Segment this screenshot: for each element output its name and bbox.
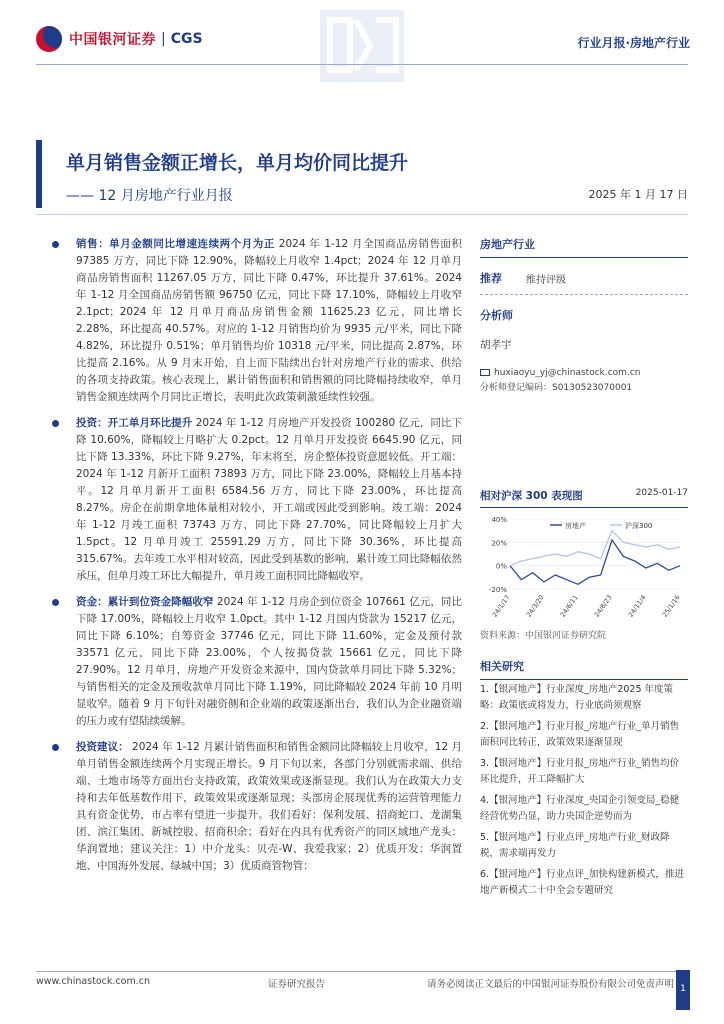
relative-performance-chart xyxy=(480,511,688,626)
section-body: 2024 年 1-12 月累计销售面积和销售金额同比降幅较上月收窄，12 月单月销售金额连续两个月实现正增长。9 月下旬以来，各部门分别就需求端、供给端、土地市场等方面出台支持政策，政策效果或逐渐显现。我们认为在政策大力支持和去年低基数作用下，政策效果或逐渐显现；头部房企展现优秀的运营管理能力具有资金优势，市占率有望进一步提升。我们看好：保利发展、招商蛇口、龙湖集团、滨江集团、新城控股、招商积余；看好在内具有优秀资产的同区域地产龙头：华润置地；建议关注：1）中介龙头：贝壳-W、我爱我家；2）优质开发：华润置地、中国海外发展、绿城中国；3）优质商管物管： xyxy=(76,741,463,872)
footer-divider xyxy=(36,971,688,972)
legend-label: 房地产 xyxy=(565,522,586,530)
analyst-title: 分析师 xyxy=(480,309,513,322)
related-research-title: 相关研究 xyxy=(480,658,688,680)
report-type: 行业月报·房地产行业 xyxy=(577,36,690,50)
x-tick-label: 24/1/17 xyxy=(490,593,512,619)
bullet-icon xyxy=(52,744,59,751)
industry-label: 房地产行业 xyxy=(480,236,688,258)
watermark-icon xyxy=(316,6,408,86)
company-name-cn: 中国银河证券 xyxy=(69,32,156,48)
report-date: 2025 年 1 月 17 日 xyxy=(588,188,688,201)
x-tick-label: 25/1/16 xyxy=(660,593,682,619)
chart-header xyxy=(480,488,688,508)
company-name-en: CGS xyxy=(170,31,203,47)
chart-title: 相对沪深 300 表现图 xyxy=(480,490,583,502)
header-divider xyxy=(36,64,688,65)
chart-source: 资料来源：中国银河证券研究院 xyxy=(480,631,607,641)
y-tick-label: 40% xyxy=(491,516,507,524)
footer-url[interactable]: www.chinastock.com.cn xyxy=(36,976,150,987)
section-funding xyxy=(52,594,462,730)
section-head: 销售：单月金额同比增速连续两个月为正 xyxy=(76,238,275,250)
x-tick-label: 24/8/23 xyxy=(592,593,614,619)
research-item[interactable]: 2.【银河地产】行业月报_房地产行业_单月销售面积同比转正，政策效果逐渐显现 xyxy=(480,721,680,748)
company-logo xyxy=(36,26,203,52)
footer-type: 证券研究报告 xyxy=(268,979,326,990)
section-body: 2024 年 1-12 月房企到位资金 107661 亿元，同比下降 17.00%，降幅较上月收窄 1.0pct。其中 1-12 月国内贷款为 15217 亿元，同比下降 6.10%；自筹资金 37746 亿元，同比下降 11.60%，定金及预付款 33571 亿元，同比下降 23.00%，个人按揭贷款 15661 亿元，同比下降 27.90%。12 月单月，房地产开发资金来源中，国内贷款单月同比下降 5.32%；与销售相关的定金及预收款单月同比下降 1.19%，同比降幅较 2024 年前 10 月明显收窄。随着 9 月下旬针对融资侧和企业端的政策逐渐出台，我们认为企业融资端的压力或有望陆续缓解。 xyxy=(76,596,463,727)
chart-date: 2025-01-17 xyxy=(635,488,688,498)
logo-separator: | xyxy=(161,31,166,47)
research-item[interactable]: 5.【银河地产】行业点评_房地产行业_财政降税，需求端再发力 xyxy=(480,832,670,859)
y-tick-label: -20% xyxy=(488,586,507,594)
logo-mark-icon xyxy=(36,26,62,52)
title-divider xyxy=(36,214,688,215)
rating-value: 维持评级 xyxy=(526,274,566,286)
section-advice xyxy=(52,739,462,875)
x-tick-label: 24/3/20 xyxy=(524,593,546,619)
bullet-icon xyxy=(52,599,59,606)
report-subtitle: —— 12 月房地产行业月报 xyxy=(66,188,233,204)
sidebar xyxy=(480,236,688,896)
research-item[interactable]: 6.【银河地产】行业点评_加快构建新模式，推进地产新模式二十中全会专题研究 xyxy=(480,869,684,896)
research-item[interactable]: 3.【银河地产】行业月报_房地产行业_销售均价环比提升，开工降幅扩大 xyxy=(480,758,680,785)
section-head: 资金：累计到位资金降幅收窄 xyxy=(76,596,214,608)
main-content xyxy=(52,236,462,884)
bullet-icon xyxy=(52,241,59,248)
series-line-0 xyxy=(510,540,680,584)
analyst-email[interactable]: huxiaoyu_yj@chinastock.com.cn xyxy=(494,368,641,378)
report-title: 单月销售金额正增长，单月均价同比提升 xyxy=(66,152,409,174)
section-head: 投资建议： xyxy=(76,741,129,753)
analyst-contact xyxy=(480,366,640,396)
related-research-list xyxy=(480,682,688,904)
series-line-1 xyxy=(510,531,680,566)
section-head: 投资：开工单月环比提升 xyxy=(76,417,193,429)
section-body: 2024 年 1-12 月房地产开发投资 100280 亿元，同比下降 10.60%，降幅较上月略扩大 0.2pct。12 月单月开发投资 6645.90 亿元，同比下降 13.33%，环比下降 9.27%，年末将至，房企整体投资意愿较低。开工端：2024 年 1-12 月新开工面积 73893 万方，同比下降 23.00%，降幅较上月基本持平。12 月单月新开工面积 6584.56 万方，同比下降 23.00%，环比提高 8.27%。房企在前期拿地体量相对较小，开工端或因此受到影响。竣工端：2024 年 1-12 月竣工面积 73743 万方，同比下降 27.70%，同比降幅较上月扩大 1.5pct。12 月单月竣工 25591.29 万方，同比下降 30.36%，环比提高 315.67%。去年竣工水平相对较高，因此受到基数的影响，累计竣工同比降幅依然承压，但单月竣工环比大幅提升，单月竣工面积同比降幅收窄。 xyxy=(76,417,462,582)
page-header xyxy=(0,0,724,90)
section-investment xyxy=(52,415,462,585)
y-tick-label: 20% xyxy=(491,539,507,548)
analyst-cert: 分析师登记编码：S0130523070001 xyxy=(480,383,633,393)
page-number: 1 xyxy=(676,970,690,1010)
legend-label: 沪深300 xyxy=(625,522,653,530)
section-body: 2024 年 1-12 月全国商品房销售面积 97385 万方，同比下降 12.90%，降幅较上月收窄 1.4pct；2024 年 12 月单月商品房销售面积 11267.05 万方，同比下降 0.47%，环比提升 37.61%。2024 年 1-12 月全国商品房销售额 96750 亿元，同比下降 17.10%，降幅较上月收窄 2.1pct；2024 年 12 月单月商品房销售金额 11625.23 亿元，同比增长 2.28%，环比提高 40.57%。对应的 1-12 月销售均价为 9935 元/平米，同比下降 4.82%，环比提升 0.51%；单月销售均价 10318 元/平米，同比提高 2.87%，环比提高 2.16%。从 9 月末开始，自上而下陆续出台针对房地产行业的需求、供给的各项支持政策。核心表现上，累计销售面积和销售额的同比降幅持续收窄，单月销售金额连续两个月同比正增长，表明此次政策刺激延续性较强。 xyxy=(76,238,462,403)
x-tick-label: 24/6/11 xyxy=(558,593,580,619)
mail-icon xyxy=(480,369,490,376)
y-tick-label: 0% xyxy=(495,562,507,571)
x-tick-label: 24/11/4 xyxy=(626,593,648,619)
research-item[interactable]: 4.【银河地产】行业深度_央国企引领变局_稳健经营优势凸显，助力央国企逆势而为 xyxy=(480,795,680,822)
section-sales xyxy=(52,236,462,406)
research-item[interactable]: 1.【银河地产】行业深度_房地产2025 年度策略：政策底或将发力，行业底尚须观察 xyxy=(480,684,674,711)
title-accent-bar xyxy=(36,140,42,208)
bullet-icon xyxy=(52,420,59,427)
footer-disclaimer: 请务必阅读正文最后的中国银河证券股份有限公司免责声明 xyxy=(426,979,674,990)
analyst-name: 胡孝宇 xyxy=(480,339,512,351)
rating-row xyxy=(480,270,688,295)
rating-label: 推荐 xyxy=(480,272,502,285)
